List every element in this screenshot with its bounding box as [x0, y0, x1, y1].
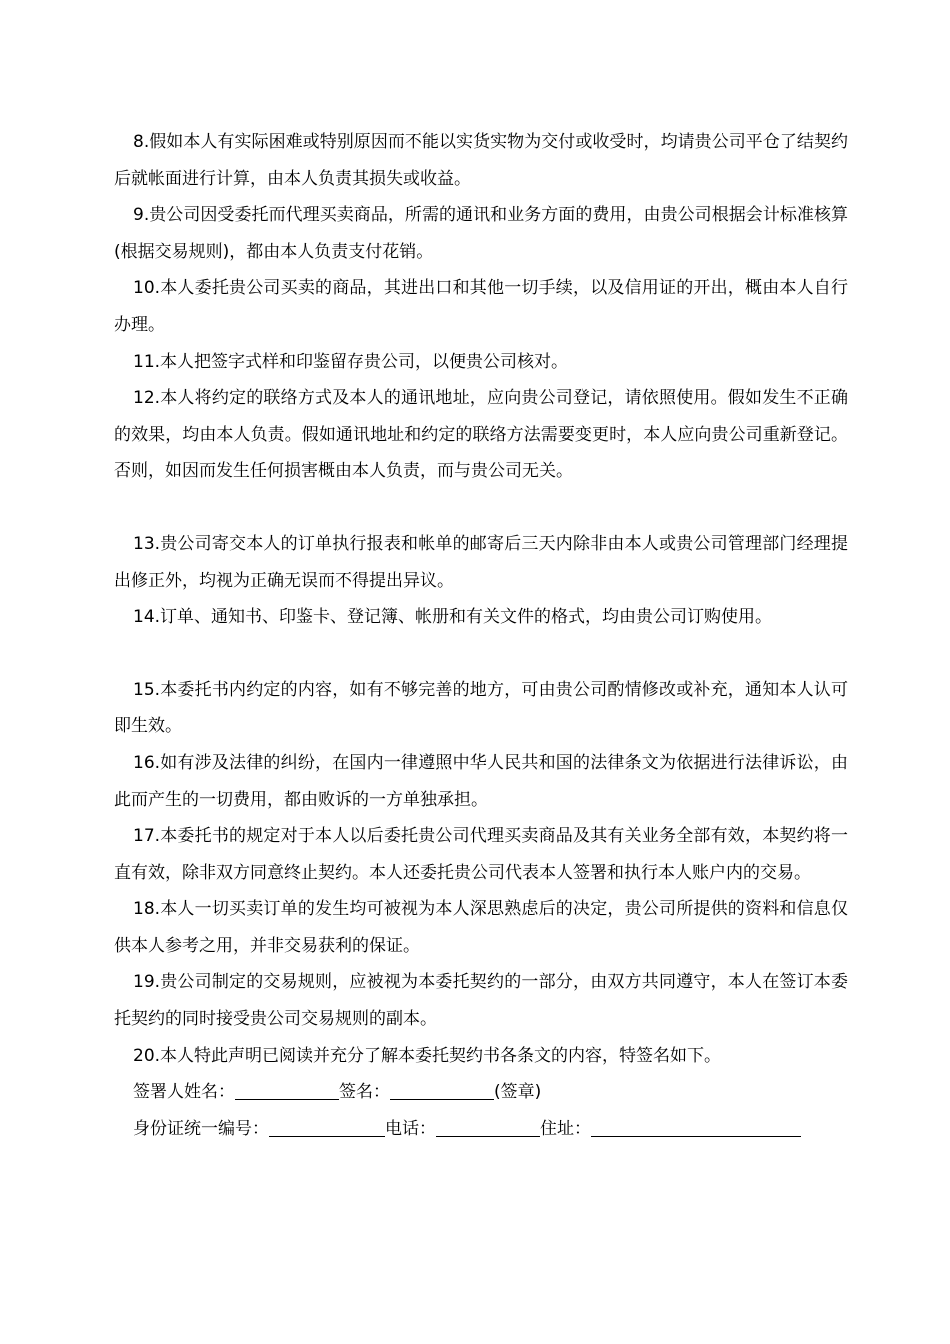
- clause-9: 9.贵公司因受委托而代理买卖商品，所需的通讯和业务方面的费用，由贵公司根据会计标准核算(根据交易规则)，都由本人负责支付花销。: [114, 205, 848, 262]
- clause-10: 10.本人委托贵公司买卖的商品，其进出口和其他一切手续，以及信用证的开出，概由本人自行办理。: [114, 278, 848, 335]
- clause-15: 15.本委托书内约定的内容，如有不够完善的地方，可由贵公司酌情修改或补充，通知本人认可即生效。: [114, 679, 848, 737]
- clause-16: 16.如有涉及法律的纠纷，在国内一律遵照中华人民共和国的法律条文为依据进行法律诉讼，由此而产生的一切费用，都由败诉的一方单独承担。: [114, 752, 848, 810]
- identity-line: [114, 1111, 848, 1148]
- paragraph-gap: [114, 490, 848, 526]
- phone-label: 电话：: [385, 1118, 436, 1139]
- address-field[interactable]: [591, 1118, 801, 1137]
- id-number-label: 身份证统一编号：: [133, 1118, 269, 1139]
- contract-page: [114, 124, 848, 1147]
- clause-19: 19.贵公司制定的交易规则，应被视为本委托契约的一部分，由双方共同遵守，本人在签订本委托契约的同时接受贵公司交易规则的副本。: [114, 972, 848, 1030]
- seal-label: (签章): [494, 1082, 542, 1103]
- clause-8: 8.假如本人有实际困难或特别原因而不能以实货实物为交付或收受时，均请贵公司平仓了结契约后就帐面进行计算，由本人负责其损失或收益。: [114, 132, 848, 189]
- signature-line: [114, 1074, 848, 1111]
- paragraph-gap: [114, 636, 848, 672]
- phone-field[interactable]: [436, 1118, 540, 1137]
- clause-13: 13.贵公司寄交本人的订单执行报表和帐单的邮寄后三天内除非由本人或贵公司管理部门经理提出修正外，均视为正确无误而不得提出异议。: [114, 533, 848, 591]
- signer-name-label: 签署人姓名：: [133, 1082, 235, 1103]
- sign-field[interactable]: [390, 1081, 494, 1100]
- id-number-field[interactable]: [269, 1118, 385, 1137]
- clause-11: 11.本人把签字式样和印鉴留存贵公司，以便贵公司核对。: [133, 351, 569, 372]
- clause-18: 18.本人一切买卖订单的发生均可被视为本人深思熟虑后的决定，贵公司所提供的资料和信息仅供本人参考之用，并非交易获利的保证。: [114, 899, 848, 956]
- address-label: 住址：: [540, 1118, 591, 1139]
- clause-17: 17.本委托书的规定对于本人以后委托贵公司代理买卖商品及其有关业务全部有效，本契约将一直有效，除非双方同意终止契约。本人还委托贵公司代表本人签署和执行本人账户内的交易。: [114, 826, 848, 883]
- clause-20: 20.本人特此声明已阅读并充分了解本委托契约书各条文的内容，特签名如下。: [133, 1045, 722, 1066]
- sign-label: 签名：: [339, 1082, 390, 1103]
- signer-name-field[interactable]: [235, 1081, 339, 1100]
- clause-14: 14.订单、通知书、印鉴卡、登记簿、帐册和有关文件的格式，均由贵公司订购使用。: [133, 607, 773, 628]
- clause-12: 12.本人将约定的联络方式及本人的通讯地址，应向贵公司登记，请依照使用。假如发生不正确的效果，均由本人负责。假如通讯地址和约定的联络方法需要变更时，本人应向贵公司重新登记。否则，如因而发生任何损害概由本人负责，而与贵公司无关。: [114, 388, 848, 482]
